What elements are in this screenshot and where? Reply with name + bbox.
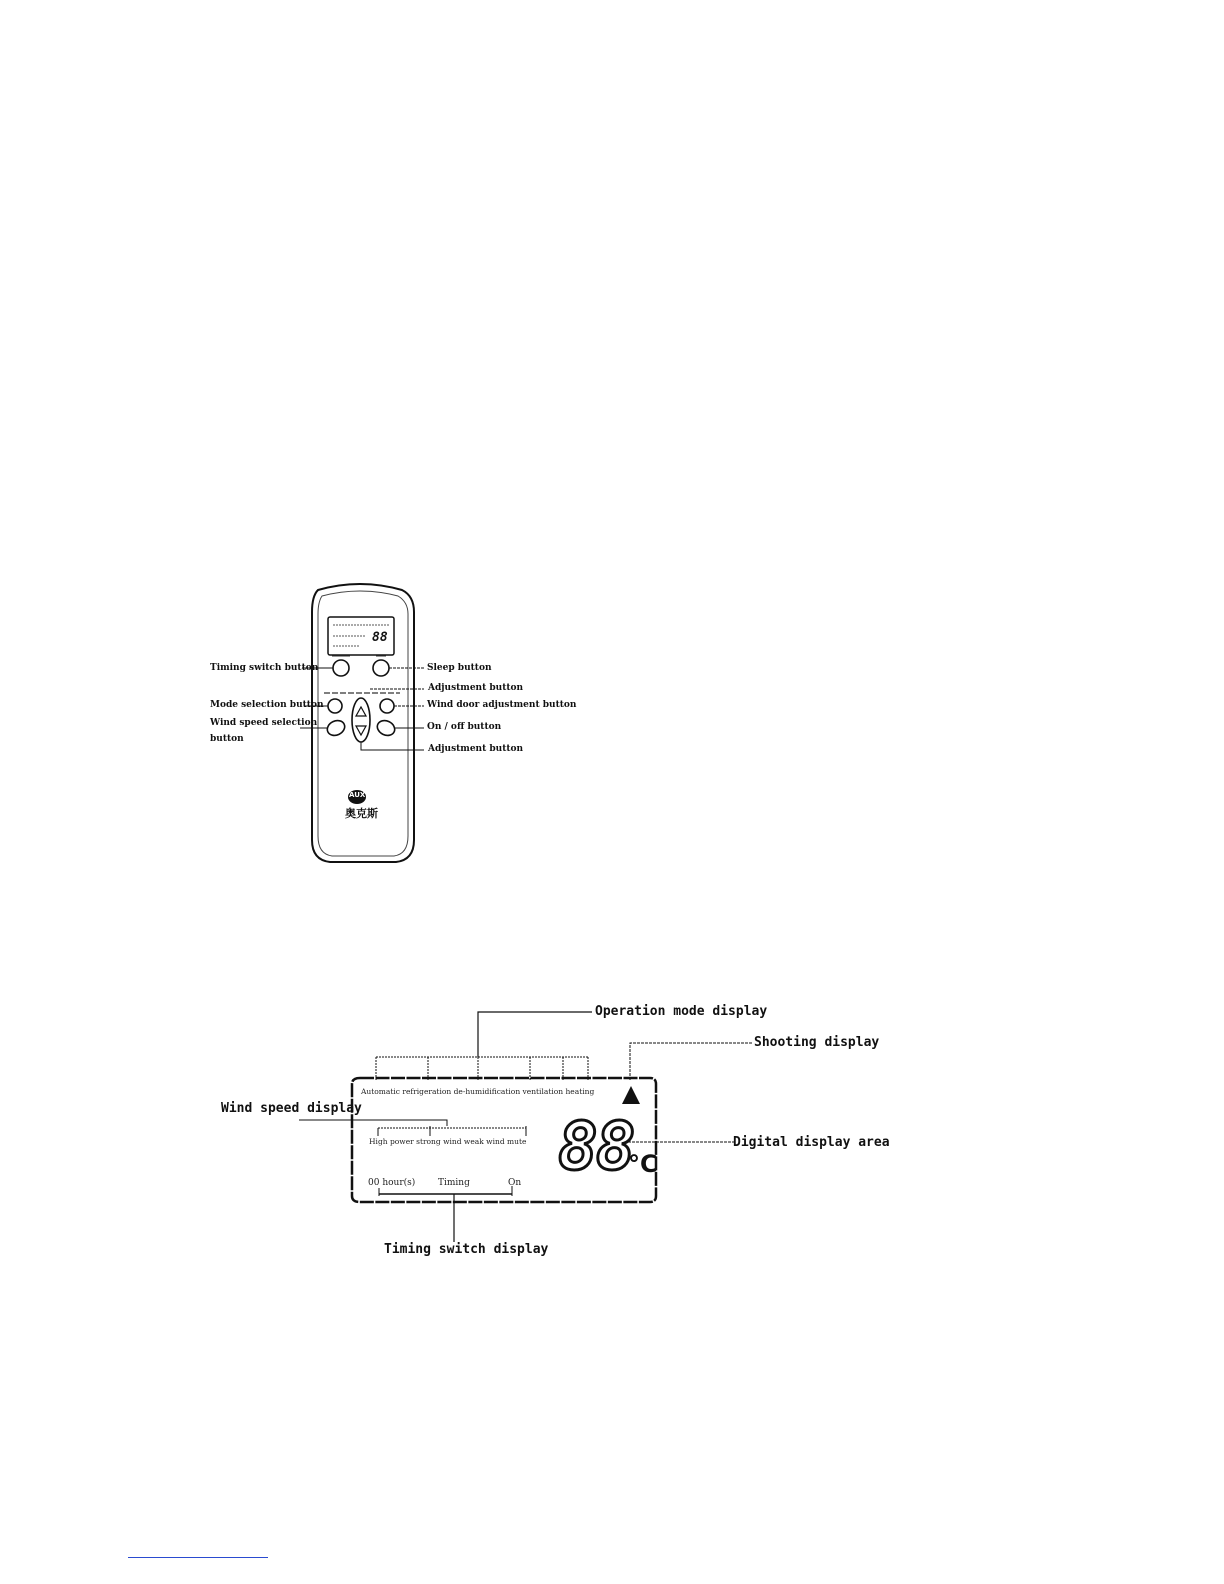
lcd-unit: °C: [628, 1150, 658, 1178]
lcd-digits: 88: [558, 1108, 634, 1185]
lcd-mode-text: Automatic refrigeration de-humidification ventilation heating: [361, 1087, 595, 1096]
label-wind-speed-selection-line1: Wind speed selection: [210, 718, 318, 728]
brand-chinese: 奥克斯: [345, 807, 378, 820]
lcd-timer-on: On: [508, 1178, 522, 1188]
label-mode-selection-button: Mode selection button: [210, 700, 324, 710]
label-operation-mode-display: Operation mode display: [595, 1004, 768, 1019]
label-shooting-display: Shooting display: [754, 1035, 880, 1050]
footnote-separator: [128, 1557, 268, 1558]
label-adjustment-button-top: Adjustment button: [428, 683, 524, 693]
label-sleep-button: Sleep button: [427, 663, 492, 673]
lcd-timer-label: Timing: [438, 1178, 470, 1188]
label-digital-display-area: Digital display area: [733, 1135, 890, 1150]
callout-shooting: [630, 1043, 752, 1080]
lcd-wind-text: High power strong wind weak wind mute: [369, 1137, 527, 1146]
callout-operation-mode: [478, 1012, 592, 1057]
shooting-triangle: [622, 1086, 640, 1104]
label-wind-door-adjustment-button: Wind door adjustment button: [427, 700, 577, 710]
label-adjustment-button-bottom: Adjustment button: [428, 744, 524, 754]
remote-mini-digits: 88: [372, 630, 388, 645]
label-on-off-button: On / off button: [427, 722, 502, 732]
label-wind-speed-selection-line2: button: [210, 734, 244, 744]
label-wind-speed-display: Wind speed display: [221, 1101, 362, 1116]
label-timing-switch-button: Timing switch button: [210, 663, 319, 673]
callout-wind-speed: [299, 1120, 447, 1126]
label-timing-switch-display: Timing switch display: [384, 1242, 549, 1257]
logo-text: AUX: [349, 791, 366, 799]
lcd-timer-hours: 00 hour(s): [368, 1178, 416, 1188]
